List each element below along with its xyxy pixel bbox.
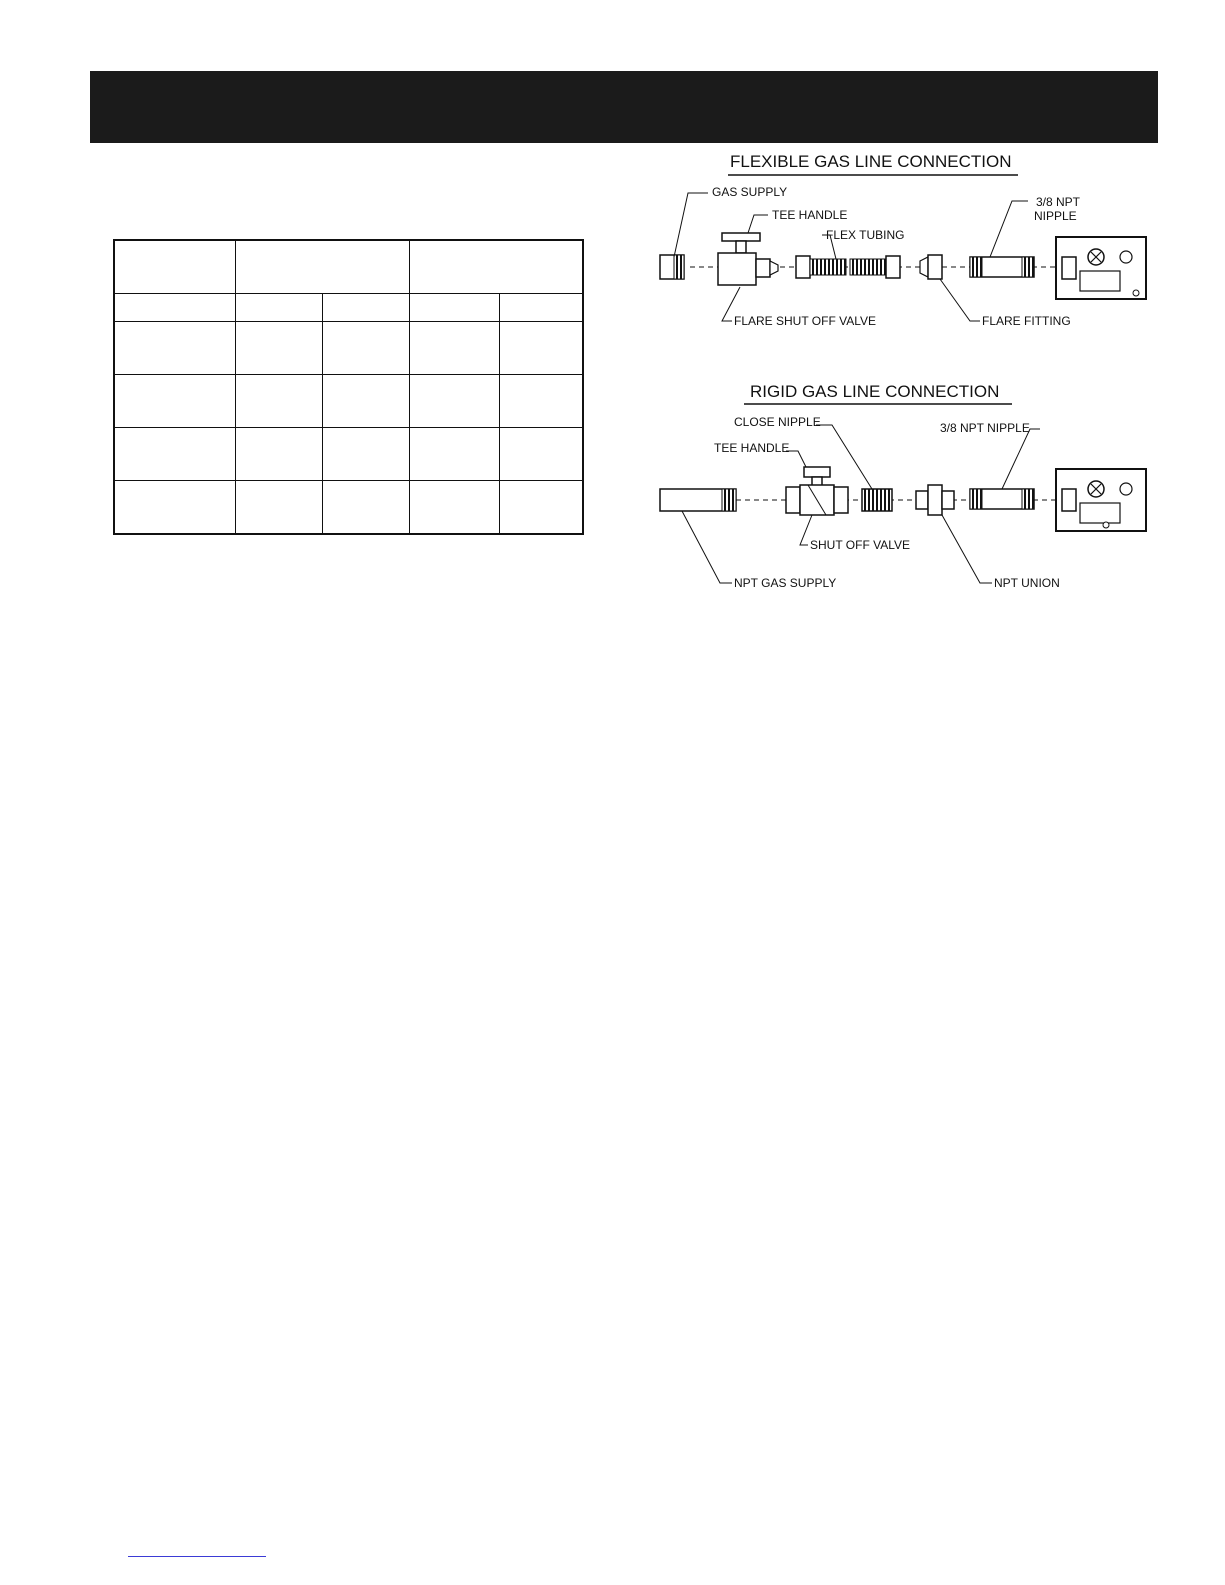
table-row <box>114 375 583 428</box>
table-cell <box>114 375 236 428</box>
leader-npt-union <box>942 515 992 583</box>
label-flare-shut-off-valve: FLARE SHUT OFF VALVE <box>734 314 877 328</box>
table-cell <box>323 322 410 375</box>
table-cell <box>236 428 323 481</box>
table-cell <box>500 375 584 428</box>
flare-shut-off-valve <box>718 233 778 285</box>
label-npt-union: NPT UNION <box>994 576 1060 590</box>
gas-valve <box>1056 237 1146 299</box>
table-row <box>114 322 583 375</box>
npt-gas-supply-pipe <box>660 489 736 511</box>
table-cell <box>410 240 584 294</box>
label-rigid-npt-nipple: 3/8 NPT NIPPLE <box>940 421 1030 435</box>
label-gas-supply: GAS SUPPLY <box>712 185 788 199</box>
close-nipple <box>862 489 892 511</box>
leader-flare-fitting <box>940 279 980 321</box>
leader-npt-gas-supply <box>682 511 732 583</box>
table-cell <box>323 481 410 535</box>
rigid-npt-nipple <box>970 489 1034 509</box>
table-cell <box>114 481 236 535</box>
label-shut-off-valve: SHUT OFF VALVE <box>810 538 911 552</box>
table-cell <box>114 322 236 375</box>
leader-npt-nipple <box>990 201 1028 257</box>
table-cell <box>236 294 323 322</box>
gas-supply-pipe <box>660 255 684 279</box>
table-cell <box>410 322 500 375</box>
table-cell <box>500 294 584 322</box>
shut-off-valve <box>786 467 848 515</box>
flexible-title: FLEXIBLE GAS LINE CONNECTION <box>730 152 1012 171</box>
table-row <box>114 294 583 322</box>
table-cell <box>500 481 584 535</box>
table-cell <box>323 428 410 481</box>
table-cell <box>500 322 584 375</box>
table-cell <box>323 375 410 428</box>
npt-union <box>916 485 954 515</box>
table-cell <box>410 375 500 428</box>
table-cell <box>114 428 236 481</box>
table-cell <box>236 240 410 294</box>
header-bar <box>90 71 1158 143</box>
label-flare-fitting: FLARE FITTING <box>982 314 1071 328</box>
label-npt-gas-supply: NPT GAS SUPPLY <box>734 576 837 590</box>
table-cell <box>114 240 236 294</box>
label-tee-handle: TEE HANDLE <box>772 208 848 222</box>
table-row <box>114 481 583 535</box>
gas-line-connection-diagram <box>640 145 1150 605</box>
label-npt-nipple-2: NIPPLE <box>1034 209 1077 223</box>
leader-gas-supply <box>674 193 708 257</box>
table-cell <box>236 481 323 535</box>
table-cell <box>114 294 236 322</box>
table-cell <box>410 481 500 535</box>
label-close-nipple: CLOSE NIPPLE <box>734 415 821 429</box>
footer-link-underline[interactable] <box>128 1556 266 1557</box>
table-row <box>114 240 583 294</box>
npt-nipple <box>970 257 1034 277</box>
leader-rigid-npt-nipple <box>1002 429 1040 489</box>
gas-pipe-spec-table <box>113 239 584 535</box>
table-cell <box>323 294 410 322</box>
leader-tee-handle <box>748 215 768 233</box>
leader-close-nipple <box>816 425 872 489</box>
rigid-gas-valve <box>1056 469 1146 531</box>
rigid-title: RIGID GAS LINE CONNECTION <box>750 382 1000 401</box>
table-cell <box>410 428 500 481</box>
table-row <box>114 428 583 481</box>
table-cell <box>236 375 323 428</box>
label-rigid-tee-handle: TEE HANDLE <box>714 441 790 455</box>
flare-fitting <box>920 255 942 279</box>
table-cell <box>410 294 500 322</box>
label-flex-tubing: FLEX TUBING <box>826 228 905 242</box>
label-npt-nipple-1: 3/8 NPT <box>1036 195 1081 209</box>
table-cell <box>236 322 323 375</box>
table-cell <box>500 428 584 481</box>
